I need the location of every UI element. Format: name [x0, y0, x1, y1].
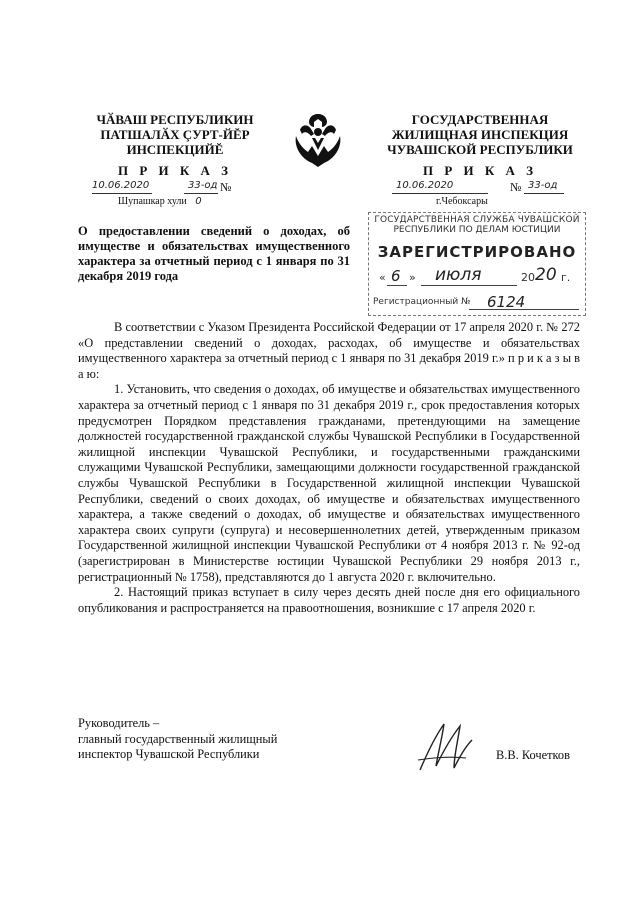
right-order-title: П Р И К А З: [422, 163, 538, 178]
registration-stamp: [368, 212, 586, 316]
left-date-handwritten: 10.06.2020: [92, 180, 150, 191]
left-org-line2: ПАТШАЛӐХ ÇУРТ-ЙĔР: [100, 127, 250, 142]
stamp-reg-label: Регистрационный №: [373, 297, 471, 307]
left-date-line: [92, 180, 272, 194]
stamp-line2: РЕСПУБЛИКИ ПО ДЕЛАМ ЮСТИЦИИ: [393, 225, 561, 235]
left-order-title: П Р И К А З: [117, 163, 233, 178]
order-body: [78, 320, 580, 616]
right-num-sign: №: [510, 180, 522, 194]
order-subject: О предоставлении сведений о доходах, об имуществе и обязательствах имущественного характера за отчетный период с 1 января по 31 декабря 2019 года: [78, 224, 350, 283]
stamp-line1: ГОСУДАРСТВЕННАЯ СЛУЖБА ЧУВАШСКОЙ: [374, 215, 580, 225]
right-place: г.Чебоксары: [436, 196, 488, 207]
stamp-day: 6: [391, 267, 401, 285]
right-org-header: [370, 112, 590, 157]
left-num-handwritten: 33-од: [188, 180, 218, 191]
left-org-line3: ИНСПЕКЦИЙĔ: [126, 142, 224, 157]
stamp-year-suffix: 20: [535, 265, 557, 285]
stamp-date-row: « 6 » июля 20 20 г.: [379, 265, 571, 285]
right-org-line1: ГОСУДАРСТВЕННАЯ: [411, 112, 549, 127]
stamp-reg-number: 6124: [487, 293, 526, 311]
handwritten-signature-icon: [414, 716, 476, 778]
body-paragraph-2: 2. Настоящий приказ вступает в силу через десять дней после дня его официального опубликования и распространяется на правоотношения, возникшие с 17 апреля 2020 г.: [78, 585, 580, 615]
emblem-icon: [290, 110, 346, 170]
stamp-reg-row: [369, 295, 585, 311]
right-date-line: [392, 180, 592, 194]
stamp-month: июля: [435, 265, 482, 285]
signatory-line3: инспектор Чувашской Республики: [78, 747, 260, 761]
left-place: Шупашкар хули 0: [118, 196, 202, 207]
right-date-handwritten: 10.06.2020: [396, 180, 454, 191]
right-org-line3: ЧУВАШСКОЙ РЕСПУБЛИКИ: [387, 142, 573, 157]
stamp-year-end: г.: [561, 271, 571, 284]
left-num-sign: №: [220, 180, 232, 194]
stamp-registered: ЗАРЕГИСТРИРОВАНО: [377, 243, 577, 261]
left-org-header: [70, 112, 280, 157]
left-org-line1: ЧӐВАШ РЕСПУБЛИКИН: [96, 112, 254, 127]
stamp-year-prefix: 20: [521, 271, 535, 284]
signatory-line2: главный государственный жилищный: [78, 731, 278, 746]
right-org-line2: ЖИЛИЩНАЯ ИНСПЕКЦИЯ: [391, 127, 569, 142]
body-paragraph-preamble: В соответствии с Указом Президента Российской Федерации от 17 апреля 2020 г. № 272 «О представлении сведений о доходах, расходах, об имуществе и обязательствах имущественного характера за отчетный период с 1 января по 31 декабря 2019 г.» п р и к а з ы в а ю:: [78, 320, 580, 381]
signatory-name: В.В. Кочетков: [496, 748, 570, 762]
signatory-title: [78, 716, 338, 763]
right-num-handwritten: 33-од: [528, 180, 558, 191]
signatory-line1: Руководитель –: [78, 716, 160, 730]
body-paragraph-1: 1. Установить, что сведения о доходах, об имуществе и обязательствах имущественного характера за отчетный период с 1 января по 31 декабря 2019 г., срок предоставления которых предусмотрен Порядком представления гражданами, претендующими на замещение должностей государственной гражданской службы Чувашской Республики в Государственной жилищной инспекции Чувашской Республики, и государственными гражданскими служащими Чувашской Республики, замещающими должности государственной гражданской службы Чувашской Республики в Государственной жилищной инспекции Чувашской Республики, сведений о своих доходах, об имуществе и обязательствах имущественного характера, а также сведений о доходах, об имуществе и обязательствах имущественного характера своих супруги (супруга) и несовершеннолетних детей, утвержденным приказом Государственной жилищной инспекции Чувашской Республики от 4 ноября 2013 г. № 92-од (зарегистрирован в Министерстве юстиции Чувашской Республики 29 ноября 2013 г., регистрационный № 1758), представляются до 1 августа 2020 г. включительно.: [78, 382, 580, 584]
